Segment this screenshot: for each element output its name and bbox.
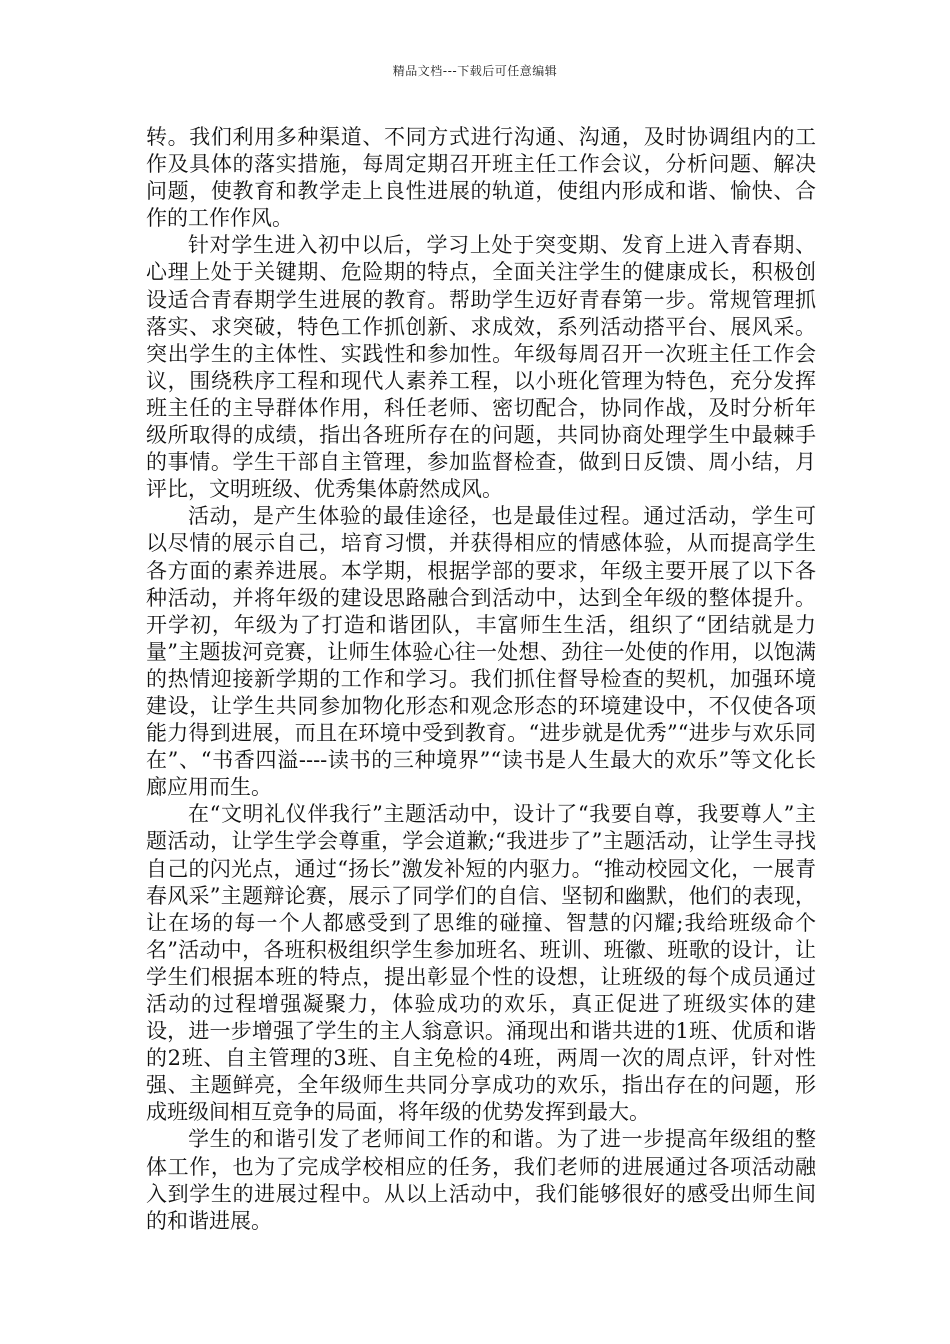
paragraph-5: 学生的和谐引发了老师间工作的和谐。为了进一步提高年级组的整体工作，也为了完成学校相应的任务，我们老师的进展通过各项活动融入到学生的进展过程中。从以上活动中，我们能够很好的感受出师生间的和谐进展。	[146, 1127, 816, 1233]
paragraph-3: 活动，是产生体验的最佳途径，也是最佳过程。通过活动，学生可以尽情的展示自己，培育习惯，并获得相应的情感体验，从而提高学生各方面的素养进展。本学期，根据学部的要求，年级主要开展了以下各种活动，并将年级的建设思路融合到活动中，达到全年级的整体提升。开学初，年级为了打造和谐团队，丰富师生生活，组织了“团结就是力量”主题拔河竞赛，让师生体验心往一处想、劲往一处使的作用，以饱满的热情迎接新学期的工作和学习。我们抓住督导检查的契机，加强环境建设，让学生共同参加物化形态和观念形态的环境建设中，不仅使各项能力得到进展，而且在环境中受到教育。“进步就是优秀”“进步与欢乐同在”、“书香四溢----读书的三种境界”“读书是人生最大的欢乐”等文化长廊应用而生。	[146, 504, 816, 800]
document-body	[146, 124, 816, 1235]
paragraph-2: 针对学生进入初中以后，学习上处于突变期、发育上进入青春期、心理上处于关键期、危险期的特点，全面关注学生的健康成长，积极创设适合青春期学生进展的教育。帮助学生迈好青春第一步。常规管理抓落实、求突破，特色工作抓创新、求成效，系列活动搭平台、展风采。突出学生的主体性、实践性和参加性。年级每周召开一次班主任工作会议，围绕秩序工程和现代人素养工程，以小班化管理为特色，充分发挥班主任的主导群体作用，科任老师、密切配合，协同作战，及时分析年级所取得的成绩，指出各班所存在的问题，共同协商处理学生中最棘手的事情。学生干部自主管理，参加监督检查，做到日反馈、周小结，月评比，文明班级、优秀集体蔚然成风。	[146, 233, 816, 502]
paragraph-1: 转。我们利用多种渠道、不同方式进行沟通、沟通，及时协调组内的工作及具体的落实措施，每周定期召开班主任工作会议，分析问题、解决问题，使教育和教学走上良性进展的轨道，使组内形成和谐、愉快、合作的工作作风。	[146, 125, 816, 231]
paragraph-4: 在“文明礼仪伴我行”主题活动中，设计了“我要自尊，我要尊人”主题活动，让学生学会尊重，学会道歉;“我进步了”主题活动，让学生寻找自己的闪光点，通过“扬长”激发补短的内驱力。“推动校园文化，一展青春风采”主题辩论赛，展示了同学们的自信、坚韧和幽默，他们的表现，让在场的每一个人都感受到了思维的碰撞、智慧的闪耀;我给班级命个名”活动中，各班积极组织学生参加班名、班训、班徽、班歌的设计，让学生们根据本班的特点，提出彰显个性的设想，让班级的每个成员通过活动的过程增强凝聚力，体验成功的欢乐，真正促进了班级实体的建设，进一步增强了学生的主人翁意识。涌现出和谐共进的1班、优质和谐的2班、自主管理的3班、自主免检的4班，两周一次的周点评，针对性强、主题鲜亮，全年级师生共同分享成功的欢乐，指出存在的问题，形成班级间相互竞争的局面，将年级的优势发挥到最大。	[146, 802, 816, 1125]
page-header: 精品文档---下载后可任意编辑	[392, 64, 558, 78]
